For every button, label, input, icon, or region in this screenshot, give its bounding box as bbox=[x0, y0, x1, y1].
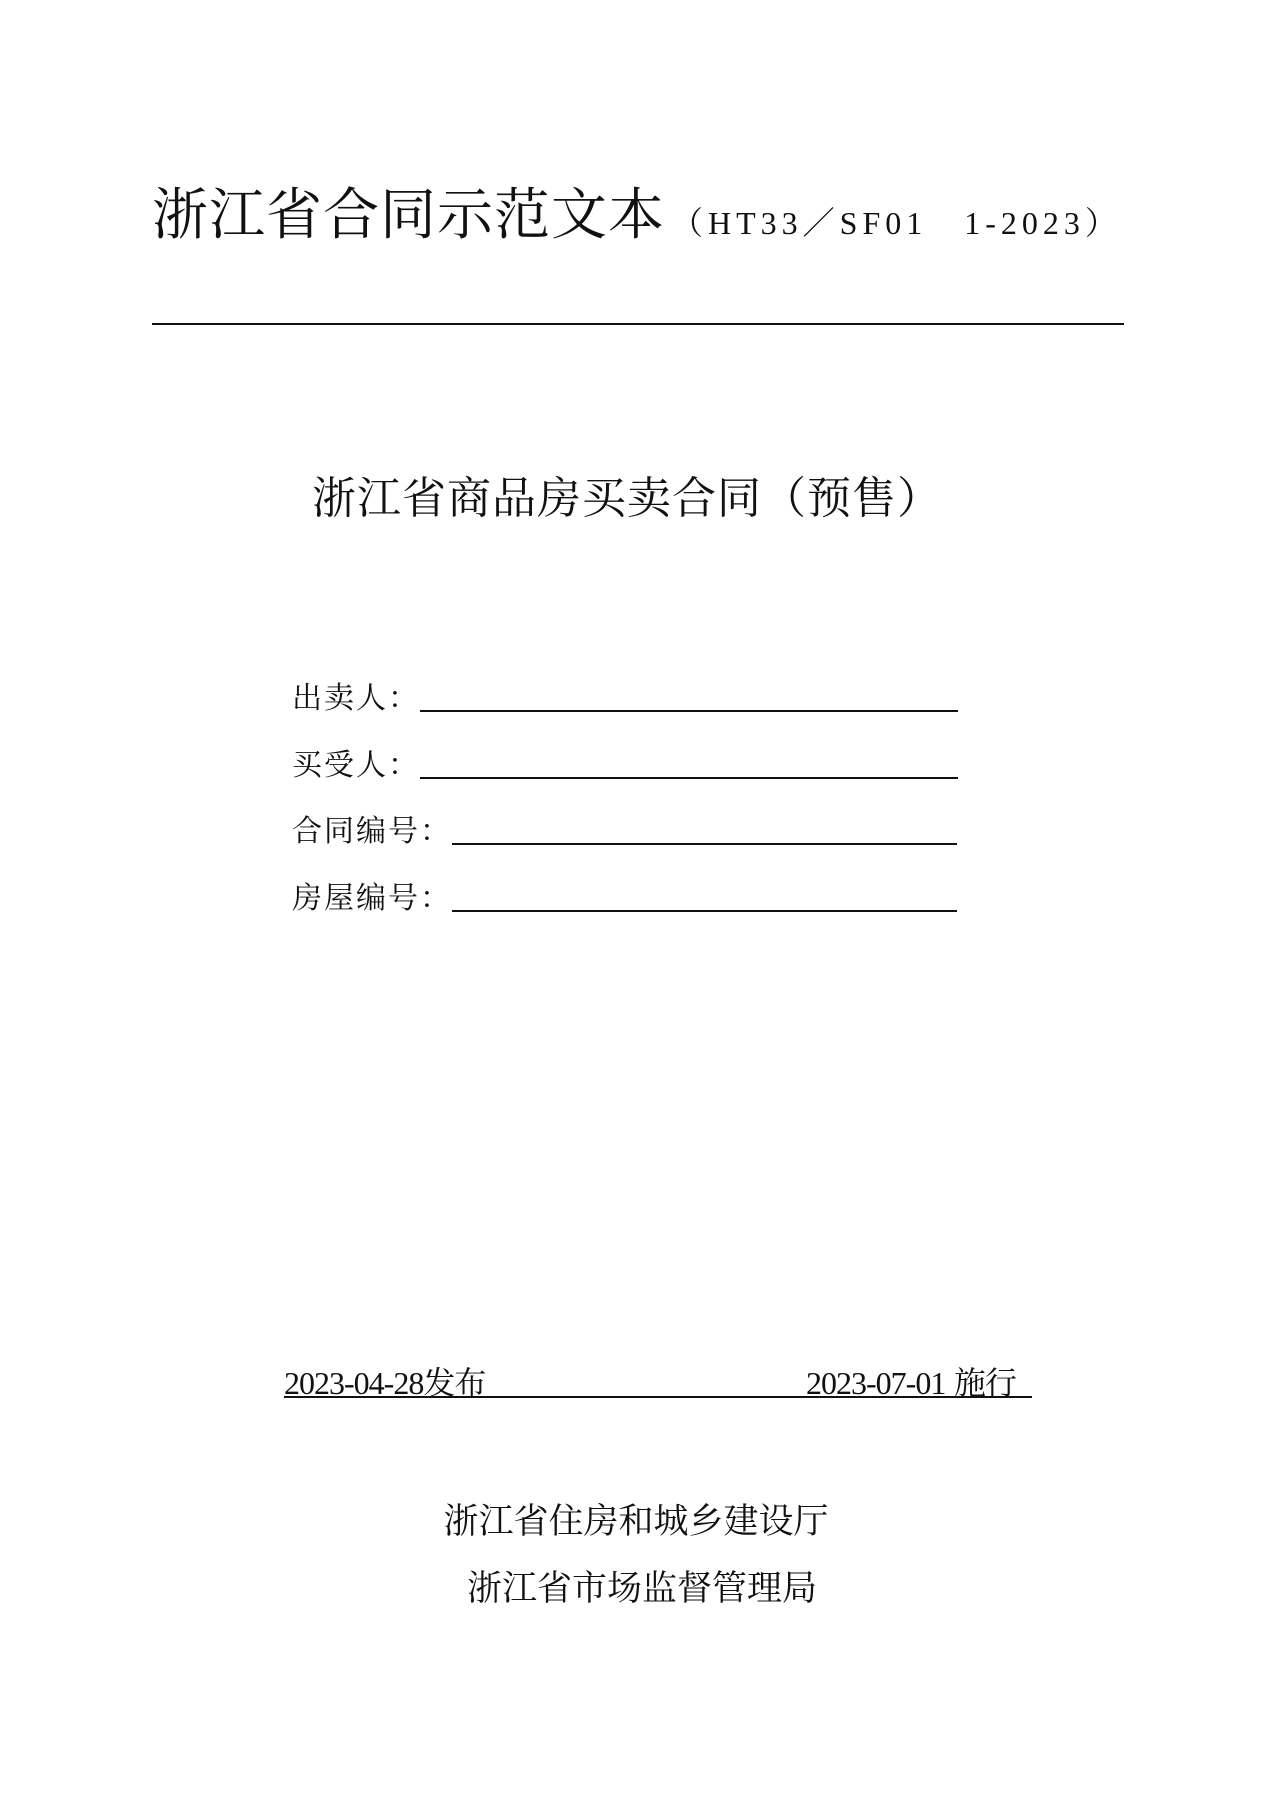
issuer-housing-department: 浙江省住房和城乡建设厅 bbox=[443, 1502, 829, 1542]
publish-date-value: 2023-04-28 bbox=[284, 1365, 424, 1401]
contract-number-blank-line bbox=[452, 842, 957, 845]
effective-date-label: 施行 bbox=[953, 1364, 1016, 1402]
standard-text-title: 浙江省合同示范文本 bbox=[152, 183, 665, 248]
publish-date-label: 发布 bbox=[423, 1364, 486, 1402]
publish-date bbox=[284, 1358, 485, 1404]
seller-label: 出卖人： bbox=[292, 681, 420, 716]
issuer-market-regulation-bureau: 浙江省市场监督管理局 bbox=[466, 1569, 817, 1609]
header-divider bbox=[152, 323, 1124, 325]
buyer-blank-line bbox=[420, 776, 958, 779]
header-title bbox=[152, 183, 1122, 248]
date-line bbox=[284, 1358, 1032, 1402]
contract-number-field bbox=[292, 814, 957, 849]
house-number-blank-line bbox=[452, 909, 957, 912]
standard-text-code: （HT33／SF01 1-2023） bbox=[671, 205, 1122, 241]
document-title: 浙江省商品房买卖合同（预售） bbox=[312, 473, 942, 524]
seller-blank-line bbox=[420, 709, 958, 712]
buyer-field bbox=[292, 748, 958, 783]
effective-date bbox=[806, 1358, 1016, 1404]
effective-date-value: 2023-07-01 bbox=[806, 1365, 946, 1401]
contract-number-label: 合同编号： bbox=[292, 814, 452, 849]
house-number-field bbox=[292, 881, 957, 916]
house-number-label: 房屋编号： bbox=[292, 881, 452, 916]
seller-field bbox=[292, 681, 958, 716]
buyer-label: 买受人： bbox=[292, 748, 420, 783]
